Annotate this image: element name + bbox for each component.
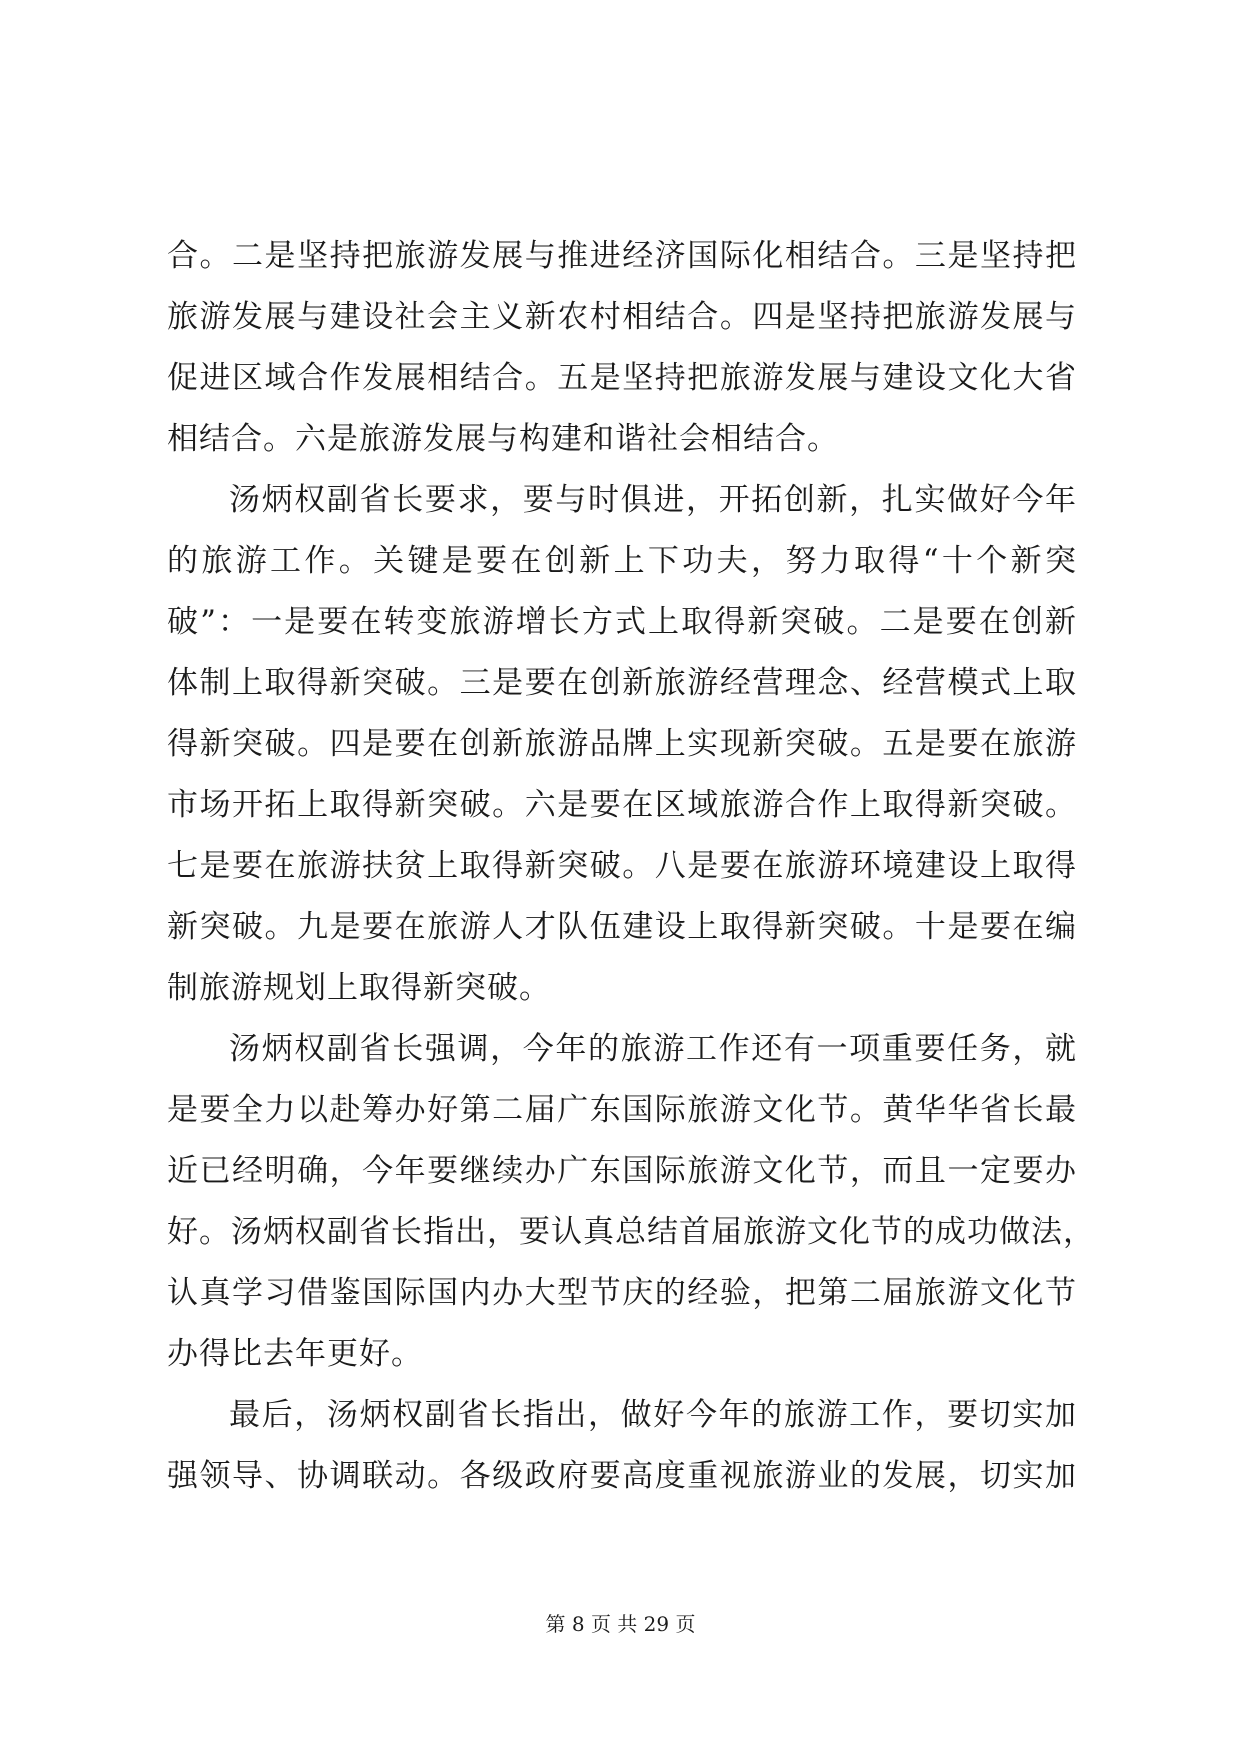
text-line: 强领导、协调联动。各级政府要高度重视旅游业的发展，切实加 xyxy=(167,1458,1077,1494)
text-line: 体制上取得新突破。三是要在创新旅游经营理念、经营模式上取 xyxy=(167,665,1077,701)
text-line: 认真学习借鉴国际国内办大型节庆的经验，把第二届旅游文化节 xyxy=(167,1275,1077,1311)
text-line: 汤炳权副省长要求，要与时俱进，开拓创新，扎实做好今年 xyxy=(229,482,1077,518)
page-number-footer: 第 8 页 共 29 页 xyxy=(545,1612,696,1636)
text-line: 的旅游工作。关键是要在创新上下功夫，努力取得“十个新突 xyxy=(167,543,1077,579)
text-line: 办得比去年更好。 xyxy=(167,1336,423,1372)
text-line: 促进区域合作发展相结合。五是坚持把旅游发展与建设文化大省 xyxy=(167,360,1077,396)
text-line: 得新突破。四是要在创新旅游品牌上实现新突破。五是要在旅游 xyxy=(167,726,1077,762)
text-line: 好。汤炳权副省长指出，要认真总结首届旅游文化节的成功做法， xyxy=(167,1214,1095,1250)
text-line: 相结合。六是旅游发展与构建和谐社会相结合。 xyxy=(167,421,839,457)
text-line: 市场开拓上取得新突破。六是要在区域旅游合作上取得新突破。 xyxy=(167,787,1077,823)
text-line: 旅游发展与建设社会主义新农村相结合。四是坚持把旅游发展与 xyxy=(167,299,1077,335)
text-line: 新突破。九是要在旅游人才队伍建设上取得新突破。十是要在编 xyxy=(167,909,1077,945)
text-line: 最后，汤炳权副省长指出，做好今年的旅游工作，要切实加 xyxy=(229,1397,1077,1433)
text-line: 破”：一是要在转变旅游增长方式上取得新突破。二是要在创新 xyxy=(167,604,1077,640)
text-line: 七是要在旅游扶贫上取得新突破。八是要在旅游环境建设上取得 xyxy=(167,848,1077,884)
text-line: 近已经明确，今年要继续办广东国际旅游文化节，而且一定要办 xyxy=(167,1153,1077,1189)
text-line: 合。二是坚持把旅游发展与推进经济国际化相结合。三是坚持把 xyxy=(167,238,1077,274)
body-text xyxy=(167,226,1095,1507)
text-line: 制旅游规划上取得新突破。 xyxy=(167,970,551,1006)
text-line: 汤炳权副省长强调，今年的旅游工作还有一项重要任务，就 xyxy=(229,1031,1077,1067)
text-line: 是要全力以赴筹办好第二届广东国际旅游文化节。黄华华省长最 xyxy=(167,1092,1077,1128)
